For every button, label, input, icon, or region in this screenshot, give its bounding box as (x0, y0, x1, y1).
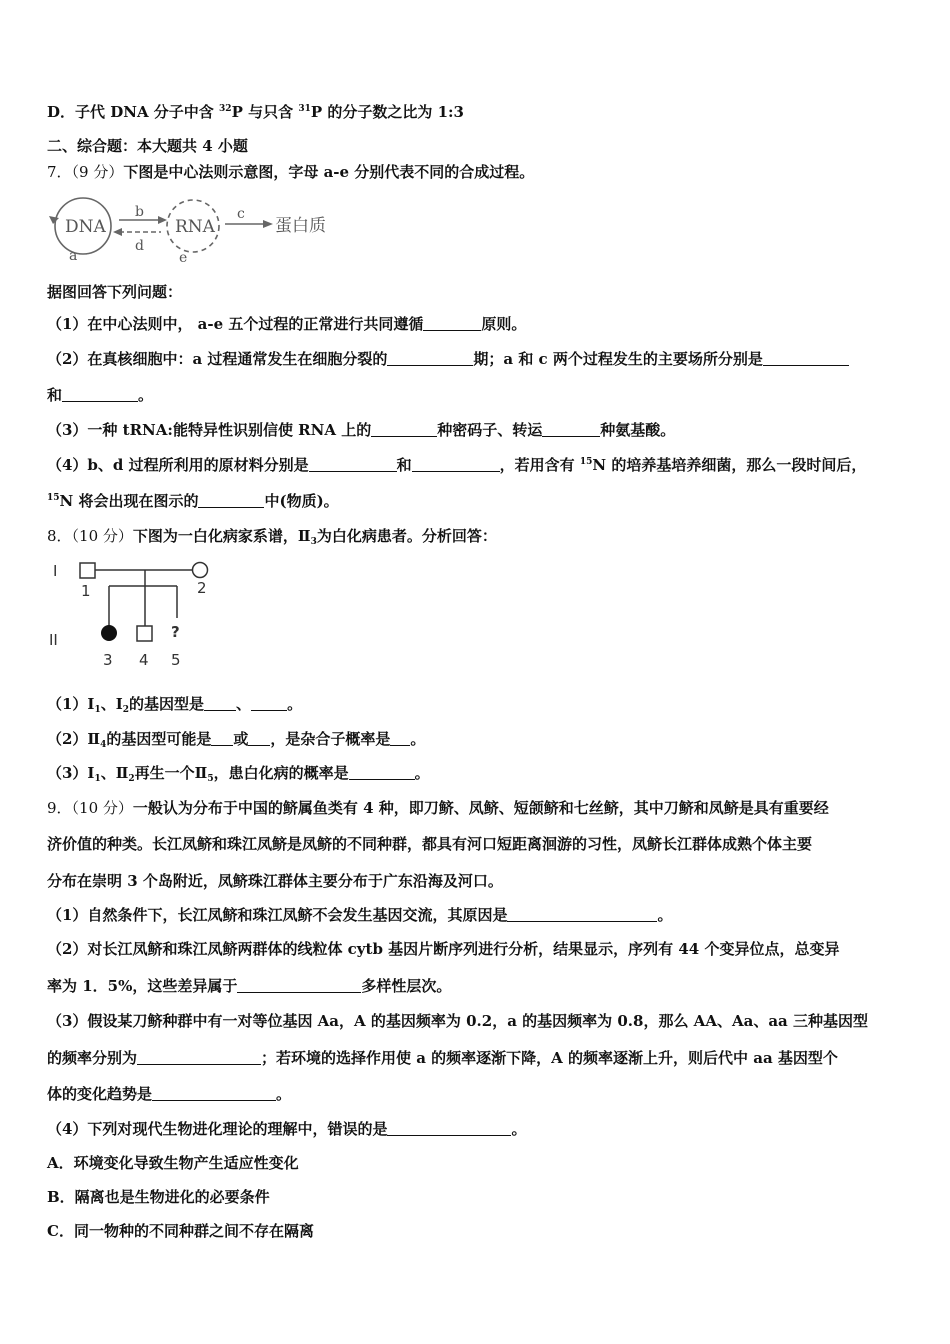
question-8-part2: $(2)Ⅱ_4$的基因型可能是 或 ，是杂合子概率是 。 (47, 730, 426, 750)
answer-blank[interactable] (542, 422, 600, 437)
answer-blank[interactable] (251, 696, 287, 711)
answer-blank[interactable] (237, 978, 361, 993)
generation-label: II (49, 631, 58, 649)
individual-II4 (137, 626, 152, 641)
generation-label: I (53, 562, 58, 580)
question-9-stem-line3: 分布在崇明 3 个岛附近，凤鲚珠江群体主要分布于广东沿海及河口。 (47, 872, 503, 890)
option-c: C．同一物种的不同种群之间不存在隔离 (47, 1222, 314, 1240)
answer-blank[interactable] (198, 493, 264, 508)
question-7-lead: 据图回答下列问题： (47, 283, 183, 301)
individual-I2 (193, 563, 208, 578)
individual-number: 1 (81, 582, 91, 600)
option-b: B．隔离也是生物进化的必要条件 (47, 1188, 270, 1206)
central-dogma-diagram (47, 192, 347, 264)
answer-blank[interactable] (507, 907, 657, 922)
question-9-stem-line1: 9．（10 分）一般认为分布于中国的鲚属鱼类有 4 种，即刀鲚、凤鲚、短颌鲚和七丝鲚，其中刀鲚和凤鲚是具有重要经 (47, 799, 829, 817)
answer-blank[interactable] (412, 457, 500, 472)
individual-number: 2 (197, 579, 207, 597)
individual-number: 4 (139, 651, 149, 669)
option-a: A．环境变化导致生物产生适应性变化 (47, 1154, 299, 1172)
answer-blank[interactable] (211, 731, 233, 746)
individual-number: 3 (103, 651, 113, 669)
label-c: c (237, 206, 245, 222)
answer-blank[interactable] (387, 351, 473, 366)
question-9-stem-line2: 济价值的种类。长江凤鲚和珠江凤鲚是凤鲚的不同种群，都具有河口短距离洄游的习性，凤鲚长江群体成熟个体主要 (47, 835, 813, 853)
answer-blank[interactable] (387, 1121, 511, 1136)
question-9-part3-line1: （3）假设某刀鲚种群中有一对等位基因 Aa，A 的基因频率为 0.2，a 的基因频率为 0.8，那么 AA、Aa、aa 三种基因型 (47, 1012, 868, 1030)
rna-label: RNA (175, 217, 215, 237)
label-a: a (69, 248, 78, 264)
section-heading: 二、综合题：本大题共 4 小题 (47, 137, 248, 155)
individual-number: 5 (171, 651, 181, 669)
question-7-part2: （2）在真核细胞中：a 过程通常发生在细胞分裂的 期；a 和 c 两个过程发生的主要场所分别是 (47, 348, 849, 369)
question-7-part2-cont: 和 。 (47, 386, 154, 404)
question-7-stem: 7．（9 分）下图是中心法则示意图，字母 a-e 分别代表不同的合成过程。 (47, 163, 535, 181)
question-9-part3-line3: 体的变化趋势是 。 (47, 1085, 292, 1103)
answer-blank[interactable] (152, 1086, 276, 1101)
question-9-part1: （1）自然条件下，长江凤鲚和珠江凤鲚不会发生基因交流，其原因是 。 (47, 906, 673, 924)
individual-I1 (80, 563, 95, 578)
answer-blank[interactable] (390, 731, 410, 746)
question-7-part4-cont: $^{15}$N 将会出现在图示的 中(物质)。 (47, 492, 339, 510)
answer-blank[interactable] (309, 457, 397, 472)
answer-blank[interactable] (371, 422, 437, 437)
label-b: b (135, 204, 144, 220)
answer-blank[interactable] (204, 696, 236, 711)
question-8-stem: 8．（10 分）下图为一白化病家系谱，$Ⅱ_3$为白化病患者。分析回答： (47, 527, 497, 547)
question-7-part3: （3）一种 tRNA:能特异性识别信使 RNA 上的 种密码子、转运 种氨基酸。 (47, 421, 676, 439)
dna-label: DNA (65, 217, 106, 237)
label-d: d (135, 238, 144, 254)
question-7-part1: （1）在中心法则中， a-e 五个过程的正常进行共同遵循 原则。 (47, 315, 527, 333)
answer-blank[interactable] (248, 731, 270, 746)
question-8-part3: $(3)Ⅰ_1$、$Ⅱ_2$再生一个$Ⅱ_5$，患白化病的概率是 。 (47, 764, 430, 784)
question-8-part1: $(1)Ⅰ_1$、$Ⅰ_2$的基因型是 、 。 (47, 695, 303, 715)
answer-blank[interactable] (763, 351, 849, 366)
answer-blank[interactable] (423, 316, 481, 331)
answer-blank[interactable] (62, 387, 138, 402)
unknown-marker: ? (171, 623, 180, 641)
answer-blank[interactable] (137, 1050, 261, 1065)
individual-II3 (101, 625, 117, 641)
question-9-part4: （4）下列对现代生物进化理论的理解中，错误的是 。 (47, 1120, 527, 1138)
answer-blank[interactable] (349, 765, 415, 780)
label-e: e (179, 250, 188, 264)
question-9-part2-line2: 率为 1．5%，这些差异属于 多样性层次。 (47, 977, 452, 995)
option-d: D．子代 DNA 分子中含 $^{32}$P 与只含 $^{31}$P 的分子数之比为 1:3 (47, 103, 464, 121)
pedigree-chart (47, 556, 227, 671)
question-9-part2-line1: （2）对长江凤鲚和珠江凤鲚两群体的线粒体 cytb 基因片断序列进行分析，结果显示，序列有 44 个变异位点，总变异 (47, 940, 840, 958)
question-9-part3-line2: 的频率分别为 ；若环境的选择作用使 a 的频率逐渐下降，A 的频率逐渐上升，则后代中 aa 基因型个 (47, 1049, 838, 1067)
question-7-part4: （4）b、d 过程所利用的原材料分别是 和 ，若用含有 $^{15}$N 的培养基培养细菌，那么一段时间后， (47, 456, 867, 474)
protein-label: 蛋白质 (275, 216, 326, 236)
